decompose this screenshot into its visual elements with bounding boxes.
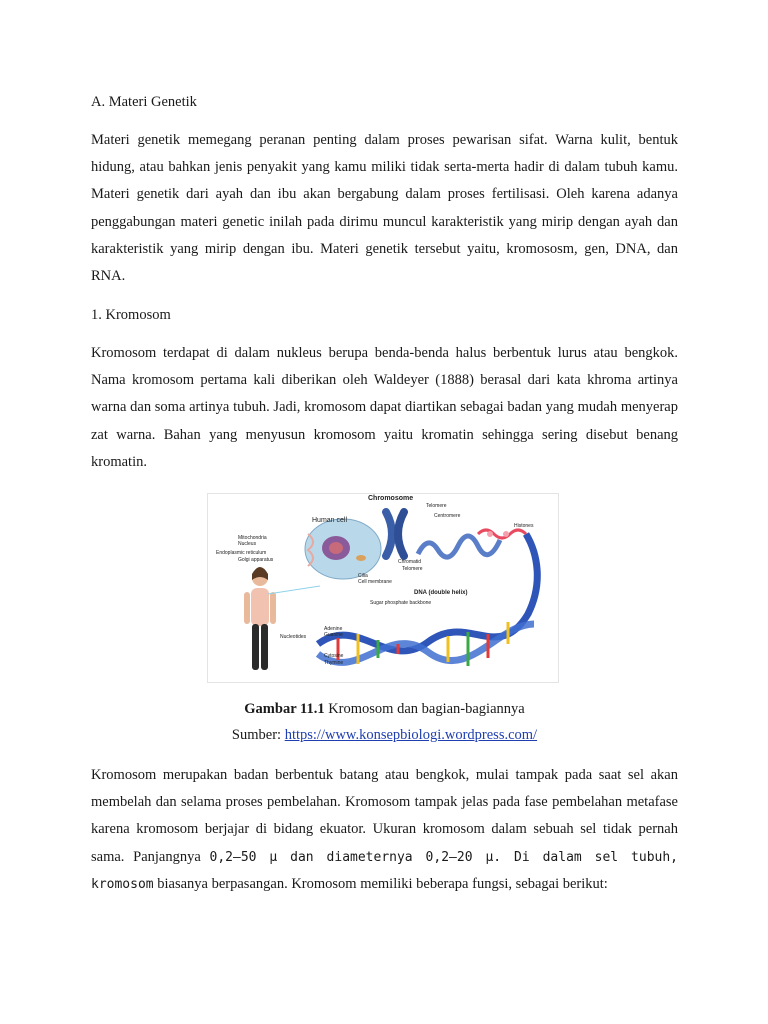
caption-text: Kromosom dan bagian-bagiannya xyxy=(324,701,525,717)
label-cilia: Cilia xyxy=(358,573,368,579)
label-centromere: Centromere xyxy=(434,513,461,519)
label-cytosine: Cytosine xyxy=(324,653,344,659)
label-telomere-bottom: Telomere xyxy=(402,566,423,572)
label-golgi: Golgi apparatus xyxy=(238,557,274,563)
label-nucleotides: Nucleotides xyxy=(280,634,307,640)
label-adenine: Adenine xyxy=(324,626,343,632)
label-chromatid: Chromatid xyxy=(398,559,422,565)
subsection-paragraph: Kromosom terdapat di dalam nukleus berupa benda-benda halus berbentuk lurus atau bengkok. Nama kromosom pertama kali diberikan oleh Waldeyer (1888) berasal dari kata khroma artinya warna dan soma artinya tubuh. Jadi, kromosom dapat diartikan sebagai badan yang mudah menyerap zat warna. Bahan yang menyusun kromosom yaitu kromatin sehingga sering disebut benang kromatin. xyxy=(91,345,678,470)
label-nucleus: Nucleus xyxy=(238,541,257,547)
caption-number: Gambar 11.1 xyxy=(244,701,325,717)
section-paragraph: Materi genetik memegang peranan penting dalam proses pewarisan sifat. Warna kulit, bentuk hidung, atau bahkan jenis penyakit yang kamu miliki tidak serta-merta hadir di dalam tubuh kamu. Materi genetik dari ayah dan ibu akan bergabung dalam proses fertilisasi. Oleh karena adanya penggabungan materi genetic inilah pada dirimu muncul karakteristik yang mirip dengan ayah dan karakteristik yang mirip dengan ibu. Materi genetik tersebut yaitu, kromososm, gen, DNA, dan RNA. xyxy=(91,132,678,285)
label-thymine: Thymine xyxy=(324,660,344,666)
subsection-heading: 1. Kromosom xyxy=(91,307,171,323)
human-cell xyxy=(305,519,381,579)
label-chromosome: Chromosome xyxy=(368,495,414,502)
closing-paragraph xyxy=(91,762,678,898)
histones xyxy=(478,530,526,538)
label-human-cell: Human cell xyxy=(312,517,348,524)
label-dna: DNA (double helix) xyxy=(414,590,468,596)
closing-text-main: Kromosom merupakan badan berbentuk batang atau bengkok, mulai tampak pada saat sel akan membelah dan selama proses pembelahan. Kromosom tampak jelas pada fase pembelahan metafase karena kromosom berjajar di bidang ekuator. Ukuran kromosom dalam sebuah sel tidak pernah sama. Panjangnya xyxy=(91,767,678,865)
human-figure xyxy=(244,567,276,670)
chromosome-figure xyxy=(207,493,559,683)
source-link[interactable]: https://www.konsepbiologi.wordpress.com/ xyxy=(284,727,538,743)
closing-text-measure: 0,2–50 μ dan diameternya 0,2–20 μ. Di dalam sel tubuh, kromosom xyxy=(91,849,678,892)
label-telomere-top: Telomere xyxy=(426,503,447,509)
chromosome-x xyxy=(386,512,404,556)
label-cell-membrane: Cell membrane xyxy=(358,579,392,585)
label-histones: Histones xyxy=(514,523,534,529)
label-er: Endoplasmic reticulum xyxy=(216,550,267,556)
label-guanine: Guanine xyxy=(324,632,343,638)
figure-source xyxy=(91,726,678,744)
closing-text-tail: biasanya berpasangan. Kromosom memiliki beberapa fungsi, sebagai berikut: xyxy=(153,875,608,892)
section-heading: A. Materi Genetik xyxy=(91,94,197,110)
source-label: Sumber: xyxy=(231,727,285,743)
label-mitochondria: Mitochondria xyxy=(238,535,267,541)
label-backbone: Sugar phosphate backbone xyxy=(370,600,432,606)
figure-caption xyxy=(91,700,678,718)
chromosome-illustration xyxy=(208,494,558,682)
